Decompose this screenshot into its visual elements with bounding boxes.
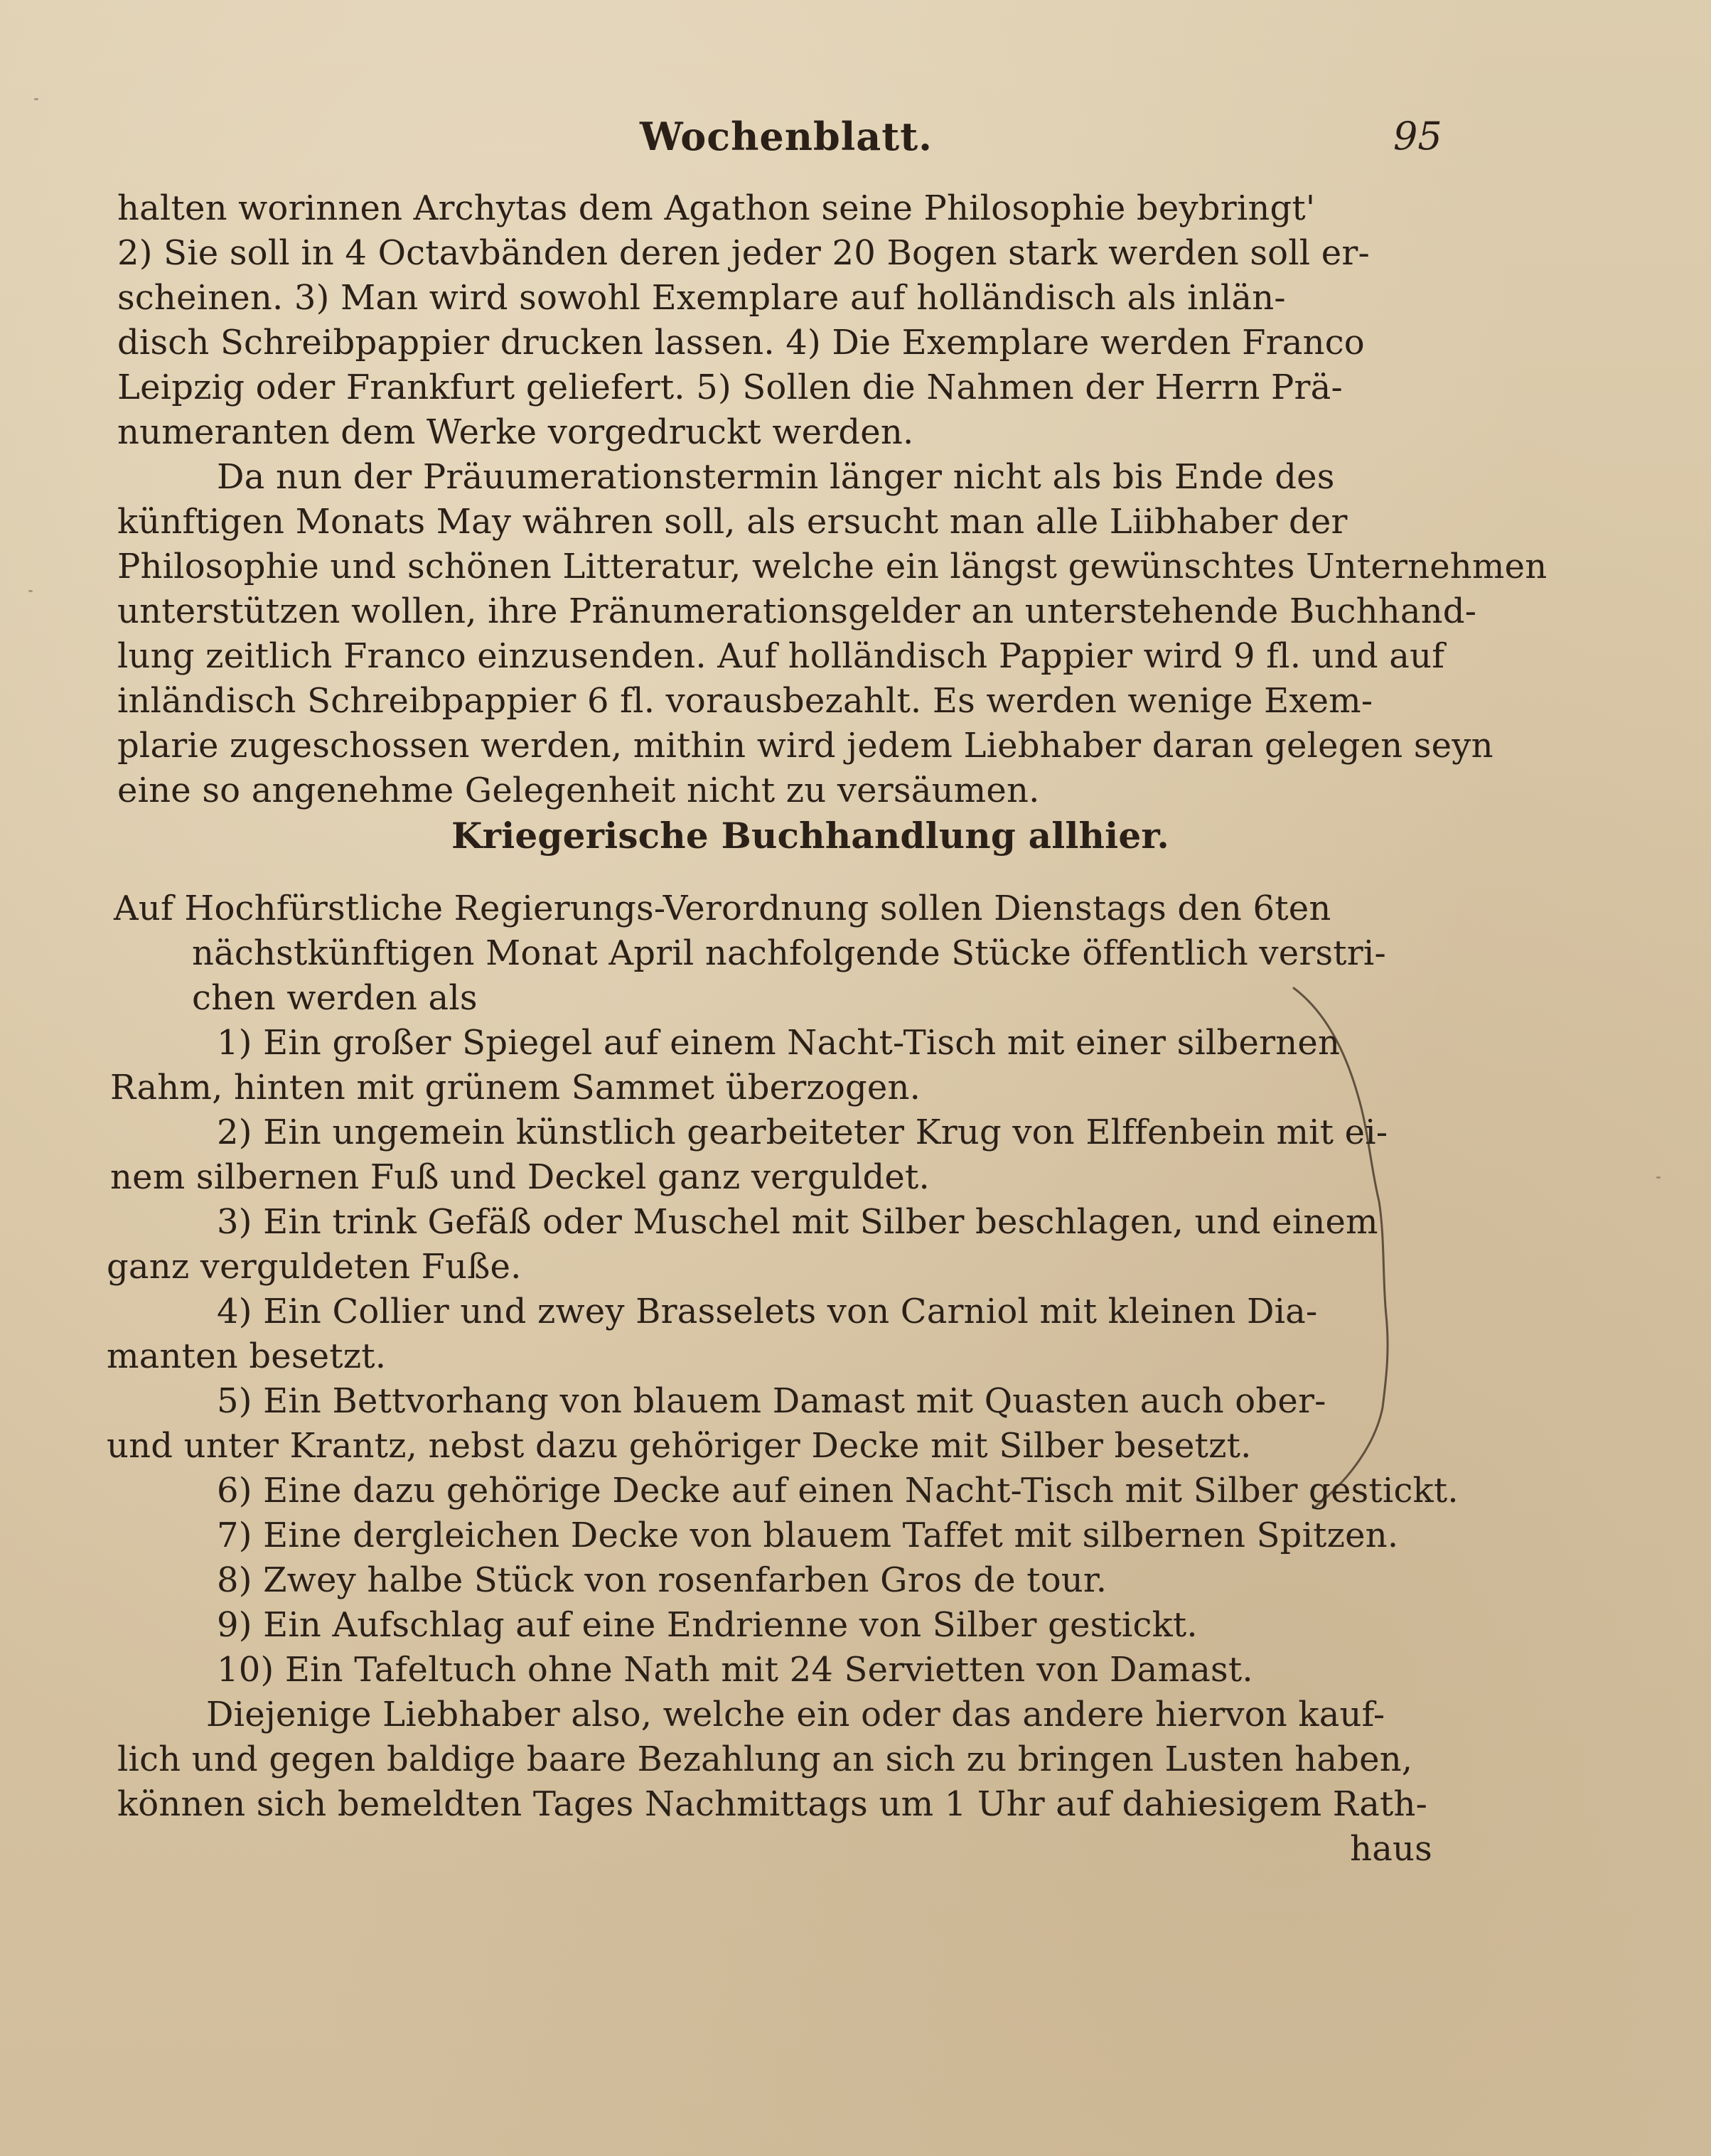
text-body [107, 186, 1548, 1872]
closing-paragraph [117, 1693, 1447, 1872]
list-item-continuation: ganz verguldeten Fuße. [107, 1247, 522, 1287]
list-item: 6) Eine dazu gehörige Decke auf einen Nacht-Tisch mit Silber gestickt. [217, 1471, 1459, 1511]
auction-announcement [114, 886, 1447, 1021]
text-line: lich und gegen baldige baare Bezahlung an sich zu bringen Lusten haben, [117, 1739, 1413, 1779]
list-item: 2) Ein ungemein künstlich gearbeiteter Krug von Elffenbein mit ei- [217, 1112, 1388, 1152]
text-line: numeranten dem Werke vorgedruckt werden. [117, 412, 914, 452]
text-line: künftigen Monats May währen soll, als ersucht man alle Liibhaber der [117, 502, 1348, 542]
list-item-continuation: und unter Krantz, nebst dazu gehöriger Decke mit Silber besetzt. [107, 1426, 1252, 1466]
text-line: Auf Hochfürstliche Regierungs-Verordnung sollen Dienstags den 6ten [114, 889, 1331, 928]
paper-speck [1656, 1176, 1661, 1179]
list-item: 4) Ein Collier und zwey Brasselets von Carniol mit kleinen Dia- [217, 1292, 1318, 1331]
list-item: 10) Ein Tafeltuch ohne Nath mit 24 Servietten von Damast. [217, 1650, 1253, 1690]
text-line: 2) Sie soll in 4 Octavbänden deren jeder 20 Bogen stark werden soll er- [117, 233, 1370, 273]
text-line: lung zeitlich Franco einzusenden. Auf holländisch Pappier wird 9 fl. und auf [117, 636, 1445, 676]
page-number: 95 [1393, 114, 1442, 159]
list-item-continuation: nem silbernen Fuß und Deckel ganz verguldet. [110, 1157, 930, 1197]
text-line: plarie zugeschossen werden, mithin wird jedem Liebhaber daran gelegen seyn [117, 726, 1493, 766]
paragraph-praenumeration [117, 455, 1548, 813]
text-line: unterstützen wollen, ihre Pränumerationsgelder an unterstehende Buchhand- [117, 591, 1477, 631]
paragraph-philosophy-terms [117, 186, 1447, 455]
catchword: haus [1350, 1829, 1432, 1869]
text-line: Da nun der Präuumerationstermin länger nicht als bis Ende des [217, 457, 1335, 497]
running-title: Wochenblatt. [640, 114, 933, 159]
text-line: inländisch Schreibpappier 6 fl. vorausbezahlt. Es werden wenige Exem- [117, 681, 1373, 721]
text-line: halten worinnen Archytas dem Agathon seine Philosophie beybringt' [117, 188, 1316, 228]
text-line: chen werden als [192, 978, 478, 1018]
list-item: 1) Ein großer Spiegel auf einem Nacht-Tisch mit einer silbernen [217, 1023, 1341, 1063]
page-header [0, 114, 1711, 178]
text-line: können sich bemeldten Tages Nachmittags um 1 Uhr auf dahiesigem Rath- [117, 1784, 1428, 1824]
list-item: 8) Zwey halbe Stück von rosenfarben Gros de tour. [217, 1560, 1107, 1600]
text-line: disch Schreibpappier drucken lassen. 4) Die Exemplare werden Franco [117, 323, 1365, 363]
list-item: 7) Eine dergleichen Decke von blauem Taffet mit silbernen Spitzen. [217, 1516, 1399, 1555]
text-line: eine so angenehme Gelegenheit nicht zu versäumen. [117, 771, 1040, 810]
paper-speck [34, 98, 38, 100]
text-line: nächstkünftigen Monat April nachfolgende Stücke öffentlich verstri- [192, 933, 1386, 973]
list-item-continuation: manten besetzt. [107, 1336, 387, 1376]
list-item: 9) Ein Aufschlag auf eine Endrienne von Silber gestickt. [217, 1605, 1198, 1645]
bookshop-signature: Kriegerische Buchhandlung allhier. [451, 815, 1169, 857]
text-line: scheinen. 3) Man wird sowohl Exemplare auf holländisch als inlän- [117, 278, 1286, 318]
text-line: Philosophie und schönen Litteratur, welche ein längst gewünschtes Unternehmen [117, 547, 1548, 586]
list-item: 5) Ein Bettvorhang von blauem Damast mit Quasten auch ober- [217, 1381, 1326, 1421]
list-item-continuation: Rahm, hinten mit grünem Sammet überzogen. [110, 1068, 921, 1108]
text-line: Leipzig oder Frankfurt geliefert. 5) Sollen die Nahmen der Herrn Prä- [117, 368, 1343, 407]
text-line: Diejenige Liebhaber also, welche ein oder das andere hiervon kauf- [206, 1695, 1385, 1734]
paper-speck [28, 590, 33, 592]
auction-item-list [107, 1021, 1459, 1693]
list-item: 3) Ein trink Gefäß oder Muschel mit Silber beschlagen, und einem [217, 1202, 1378, 1242]
